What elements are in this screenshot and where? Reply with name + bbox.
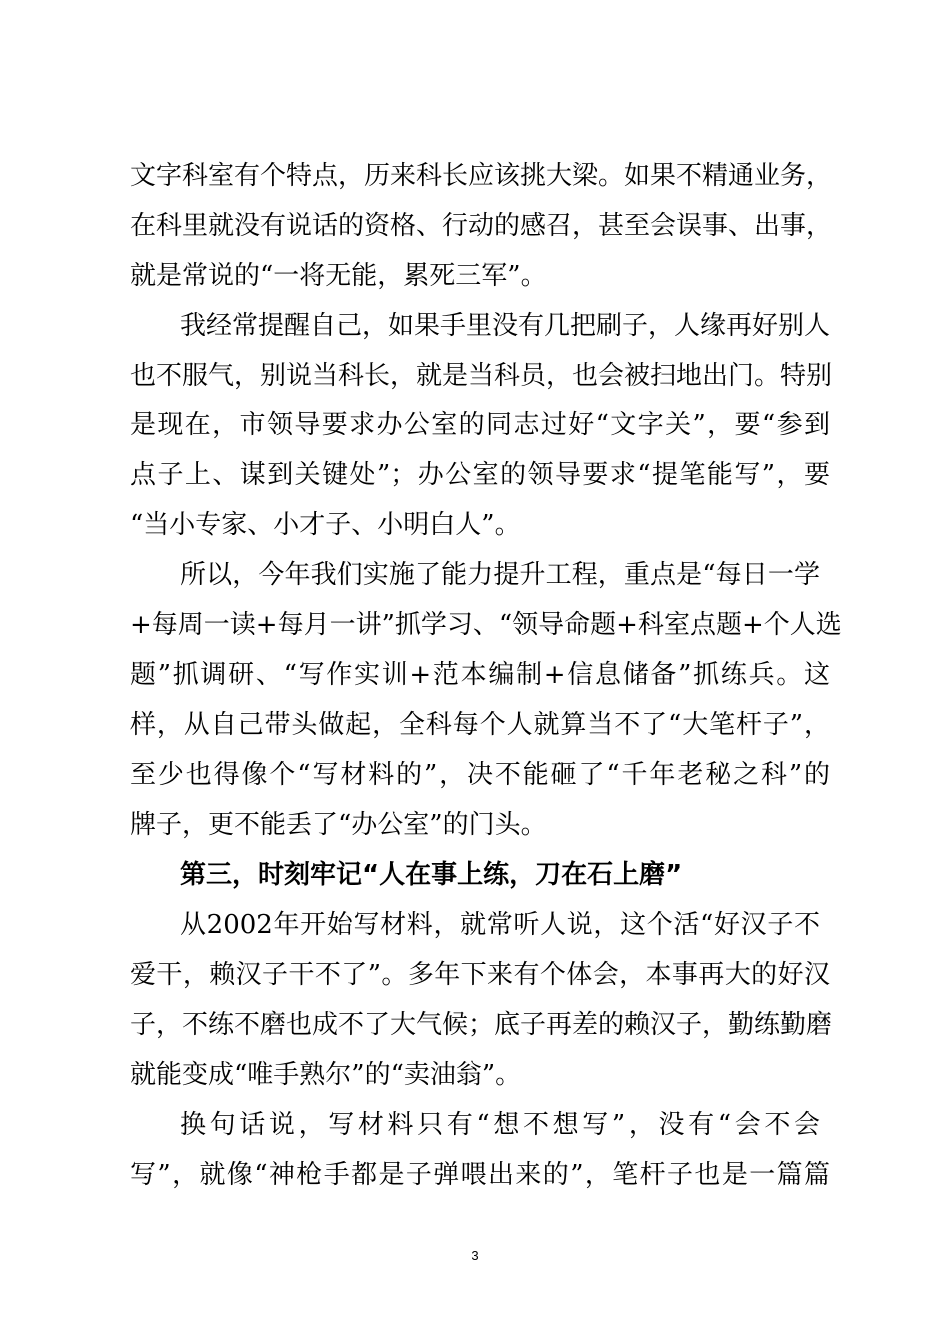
paragraph-3-line-3: 题”抓调研、“写作实训+范本编制+信息储备”抓练兵。这 xyxy=(130,660,830,690)
paragraph-5-line-2: 写”，就像“神枪手都是子弹喂出来的”，笔杆子也是一篇篇 xyxy=(130,1160,830,1190)
paragraph-4-line-1: 从2002年开始写材料，就常听人说，这个活“好汉子不 xyxy=(180,910,820,940)
paragraph-3-line-1: 所以，今年我们实施了能力提升工程，重点是“每日一学 xyxy=(180,560,820,590)
paragraph-3-line-4: 样，从自己带头做起，全科每个人就算当不了“大笔杆子”， xyxy=(130,710,830,740)
paragraph-1-line-1: 文字科室有个特点，历来科长应该挑大梁。如果不精通业务， xyxy=(130,161,833,191)
paragraph-4-line-3: 子，不练不磨也成不了大气候；底子再差的赖汉子，勤练勤磨 xyxy=(130,1010,833,1040)
paragraph-2-line-5: “当小专家、小才子、小明白人”。 xyxy=(130,510,521,540)
paragraph-2-line-4: 点子上、谋到关键处”；办公室的领导要求“提笔能写”，要 xyxy=(130,460,830,490)
paragraph-1-line-2: 在科里就没有说话的资格、行动的感召，甚至会误事、出事， xyxy=(130,211,833,241)
paragraph-4-line-2: 爱干，赖汉子干不了”。多年下来有个体会，本事再大的好汉 xyxy=(130,960,830,990)
paragraph-1-line-3: 就是常说的“一将无能，累死三军”。 xyxy=(130,261,547,291)
paragraph-3-line-5: 至少也得像个“写材料的”，决不能砸了“千年老秘之科”的 xyxy=(130,760,830,790)
paragraph-3-line-2: +每周一读+每月一讲”抓学习、“领导命题+科室点题+个人选 xyxy=(130,610,842,640)
paragraph-2-line-1: 我经常提醒自己，如果手里没有几把刷子，人缘再好别人 xyxy=(180,311,831,341)
paragraph-3-line-6: 牌子，更不能丢了“办公室”的门头。 xyxy=(130,810,547,840)
paragraph-4-line-4: 就能变成“唯手熟尔”的“卖油翁”。 xyxy=(130,1060,522,1090)
page-number: 3 xyxy=(471,1248,479,1263)
paragraph-5-line-1: 换句话说，写材料只有“想不想写”，没有“会不会 xyxy=(180,1110,820,1140)
paragraph-2-line-2: 也不服气，别说当科长，就是当科员，也会被扫地出门。特别 xyxy=(130,361,833,391)
paragraph-2-line-3: 是现在，市领导要求办公室的同志过好“文字关”，要“参到 xyxy=(130,410,830,440)
section-heading: 第三，时刻牢记“人在事上练，刀在石上磨” xyxy=(180,860,683,890)
